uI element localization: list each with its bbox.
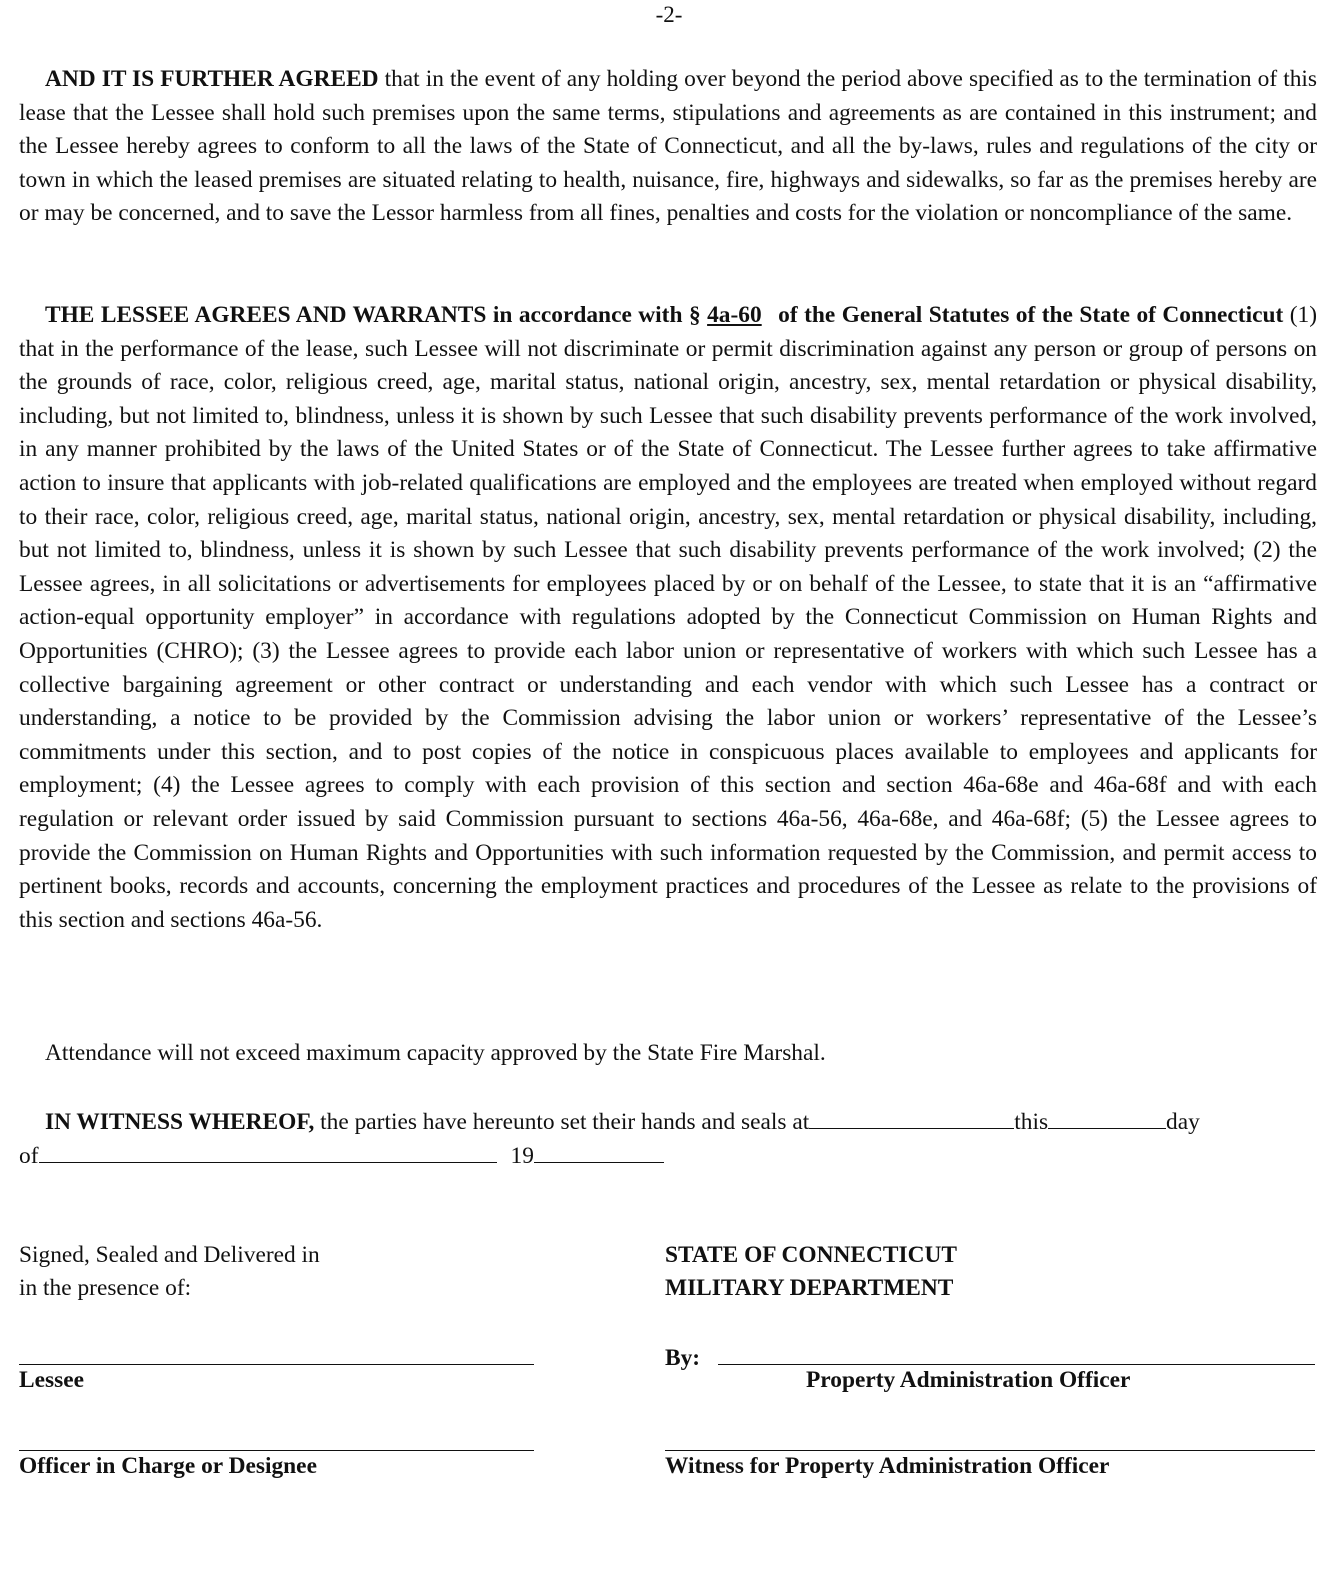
signed-line-1: Signed, Sealed and Delivered in — [19, 1242, 320, 1268]
attendance-paragraph — [19, 1037, 1317, 1071]
statute-reference: 4a-60 — [707, 302, 762, 328]
signed-line-2: in the presence of: — [19, 1275, 192, 1301]
state-line-1: STATE OF CONNECTICUT — [665, 1242, 957, 1268]
page-number: -2- — [655, 2, 683, 27]
warranty-text: (1) that in the performance of the lease, such Lessee will not discriminate or permit discrimination against any person or group of persons on the grounds of race, color, religious creed, age, marital status, national origin, ancestry, sex, mental retardation or physical disability, including, but not limited to, blindness, unless it is shown by such Lessee that such disability prevents performance of the work involved, in any manner prohibited by the laws of the United States or of the State of Connecticut. The Lessee further agrees to take affirmative action to insure that applicants with job-related qualifications are employed and the employees are treated when employed without regard to their race, color, religious creed, age, marital status, national origin, ancestry, sex, mental retardation or physical disability, including, but not limited to, blindness, unless it is shown by such Lessee that such disability prevents performance of the work involved; (2) the Lessee agrees, in all solicitations or advertisements for employees placed by or on behalf of the Lessee, to state that it is an “affirmative action-equal opportunity employer” in accordance with regulations adopted by the Connecticut Commission on Human Rights and Opportunities (CHRO); (3) the Lessee agrees to provide each labor union or representative of workers with which such Lessee has a collective bargaining agreement or other contract or understanding and each vendor with which such Lessee has a contract or understanding, a notice to be provided by the Commission advising the labor union or workers’ representative of the Lessee’s commitments under this section, and to post copies of the notice in conspicuous places available to employees and applicants for employment; (4) the Lessee agrees to comply with each provision of this section and section 46a-68e and 46a-68f and with each regulation or relevant order issued by said Commission pursuant to sections 46a-56, 46a-68e, and 46a-68f; (5) the Lessee agrees to provide the Commission on Human Rights and Opportunities with such information requested by the Commission, and permit access to pertinent books, records and accounts, concerning the employment practices and procedures of the Lessee as relate to the provisions of this section and sections 46a-56. — [19, 302, 1317, 933]
warranty-lead-a: THE LESSEE AGREES AND WARRANTS in accordance with § — [45, 302, 708, 328]
officer-label: Officer in Charge or Designee — [19, 1453, 317, 1479]
year-blank[interactable] — [534, 1138, 664, 1163]
attendance-text: Attendance will not exceed maximum capacity approved by the State Fire Marshal. — [45, 1040, 826, 1066]
lessee-signature-line[interactable] — [19, 1364, 534, 1365]
day-blank[interactable] — [1048, 1104, 1166, 1129]
this-label: this — [1014, 1109, 1049, 1135]
day-label: day — [1166, 1109, 1200, 1135]
holdover-lead: AND IT IS FURTHER AGREED — [45, 66, 379, 92]
witness-lead: IN WITNESS WHEREOF, — [45, 1109, 315, 1135]
witness-line-1 — [19, 1104, 1317, 1140]
place-blank[interactable] — [809, 1104, 1014, 1129]
pao-label: Property Administration Officer — [806, 1367, 1131, 1393]
year-prefix: 19 — [510, 1143, 534, 1169]
holdover-text: that in the event of any holding over beyond the period above specified as to the termination of this lease that the Lessee shall hold such premises upon the same terms, stipulations and agreements as are contained in this instrument; and the Lessee hereby agrees to conform to all the laws of the State of Connecticut, and all the by-laws, rules and regulations of the city or town in which the leased premises are situated relating to health, nuisance, fire, highways and sidewalks, so far as the premises hereby are or may be concerned, and to save the Lessor harmless from all fines, penalties and costs for the violation or noncompliance of the same. — [19, 66, 1317, 227]
warranty-paragraph — [19, 299, 1317, 937]
witness-text: the parties have hereunto set their hands and seals at — [314, 1109, 810, 1135]
witness-line-2 — [19, 1138, 1317, 1174]
month-blank[interactable] — [39, 1138, 497, 1163]
lessee-label: Lessee — [19, 1367, 84, 1393]
state-line-2: MILITARY DEPARTMENT — [665, 1275, 954, 1301]
holdover-paragraph — [19, 63, 1317, 231]
of-label: of — [19, 1143, 39, 1169]
witness-pao-label: Witness for Property Administration Officer — [665, 1453, 1110, 1479]
by-label: By: — [665, 1345, 701, 1371]
warranty-lead-b: of the General Statutes of the State of Connecticut — [771, 302, 1284, 328]
